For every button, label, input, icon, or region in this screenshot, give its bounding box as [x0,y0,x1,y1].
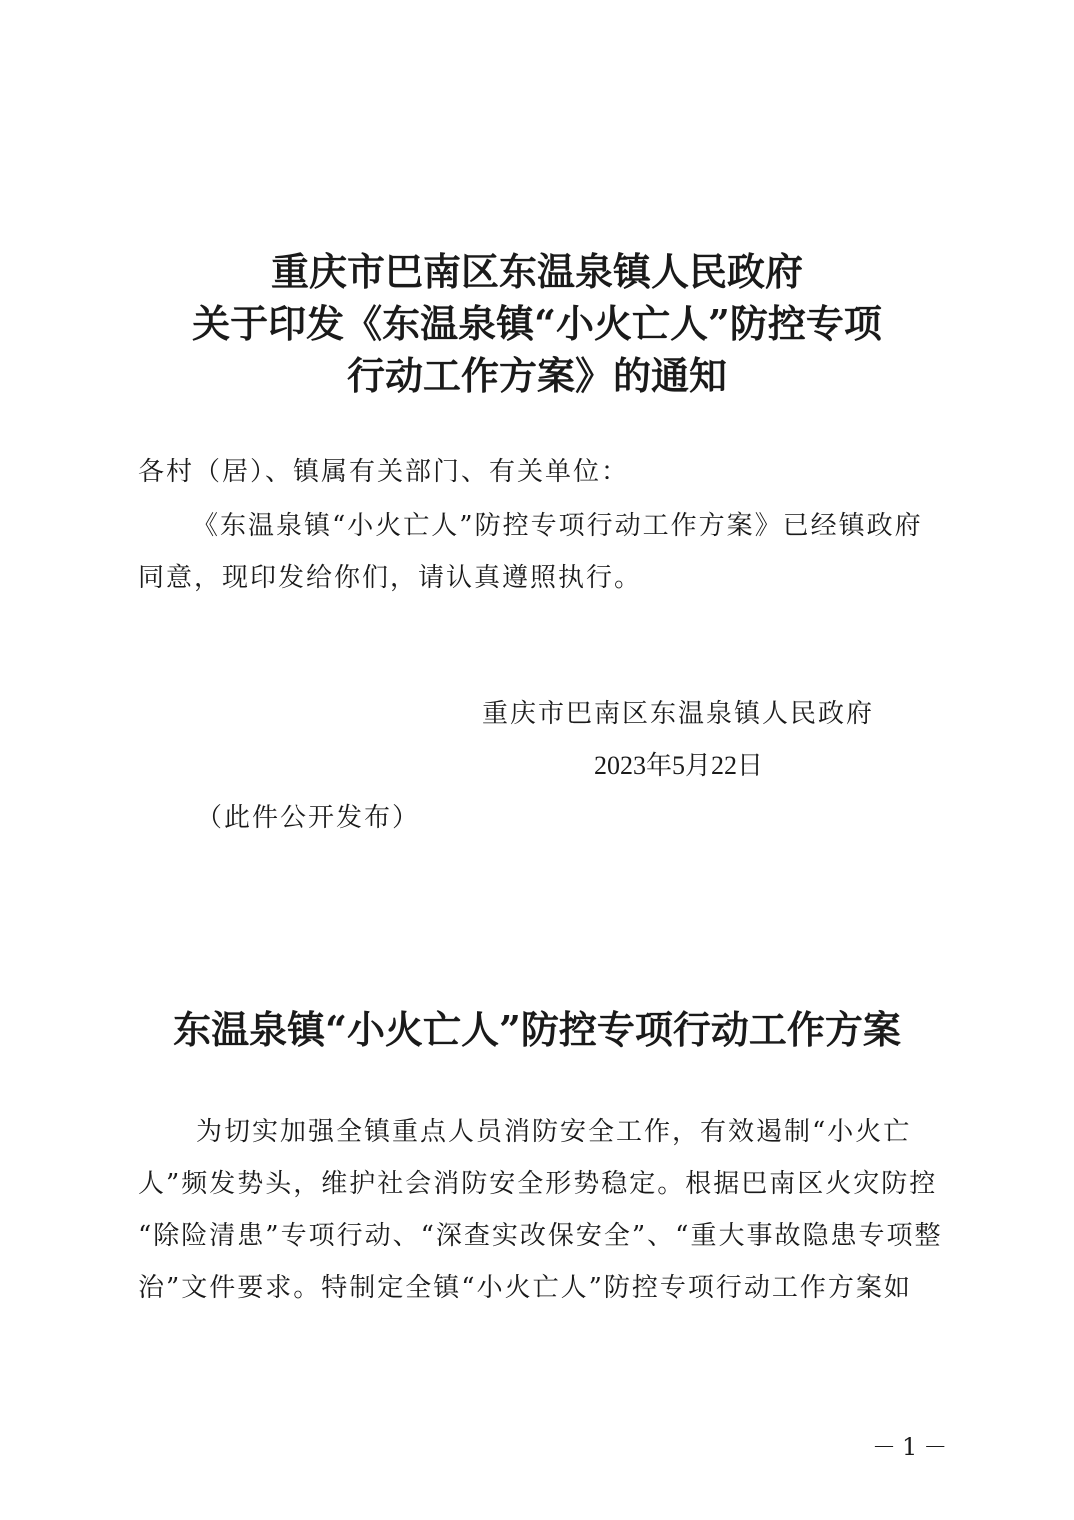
plan-title: 东温泉镇“小火亡人”防控专项行动工作方案 [173,1007,901,1052]
signature: 重庆市巴南区东温泉镇人民政府 [482,699,875,729]
publish-note: （此件公开发布） [196,803,421,833]
notice-paragraph-line-2: 同意，现印发给你们，请认真遵照执行。 [138,563,643,593]
plan-paragraph-line-2: 人”频发势头，维护社会消防安全形势稳定。根据巴南区火灾防控 [138,1169,938,1199]
notice-title-line-2: 关于印发《东温泉镇“小火亡人”防控专项 [192,301,882,346]
plan-paragraph-line-4: 治”文件要求。特制定全镇“小火亡人”防控专项行动工作方案如 [138,1273,912,1303]
notice-title-line-1: 重庆市巴南区东温泉镇人民政府 [270,249,803,294]
plan-paragraph-line-3: “除险清患”专项行动、“深查实改保安全”、“重大事故隐患专项整 [138,1221,943,1251]
notice-paragraph-line-1: 《东温泉镇“小火亡人”防控专项行动工作方案》已经镇政府 [192,511,923,541]
plan-paragraph-line-1: 为切实加强全镇重点人员消防安全工作，有效遏制“小火亡 [196,1117,912,1147]
notice-title-line-3: 行动工作方案》的通知 [346,353,727,398]
issue-date: 2023年5月22日 [594,751,764,780]
notice-title [0,246,1074,402]
addressee: 各村（居）、镇属有关部门、有关单位： [138,457,630,487]
page-number: －1－ [872,1433,954,1461]
